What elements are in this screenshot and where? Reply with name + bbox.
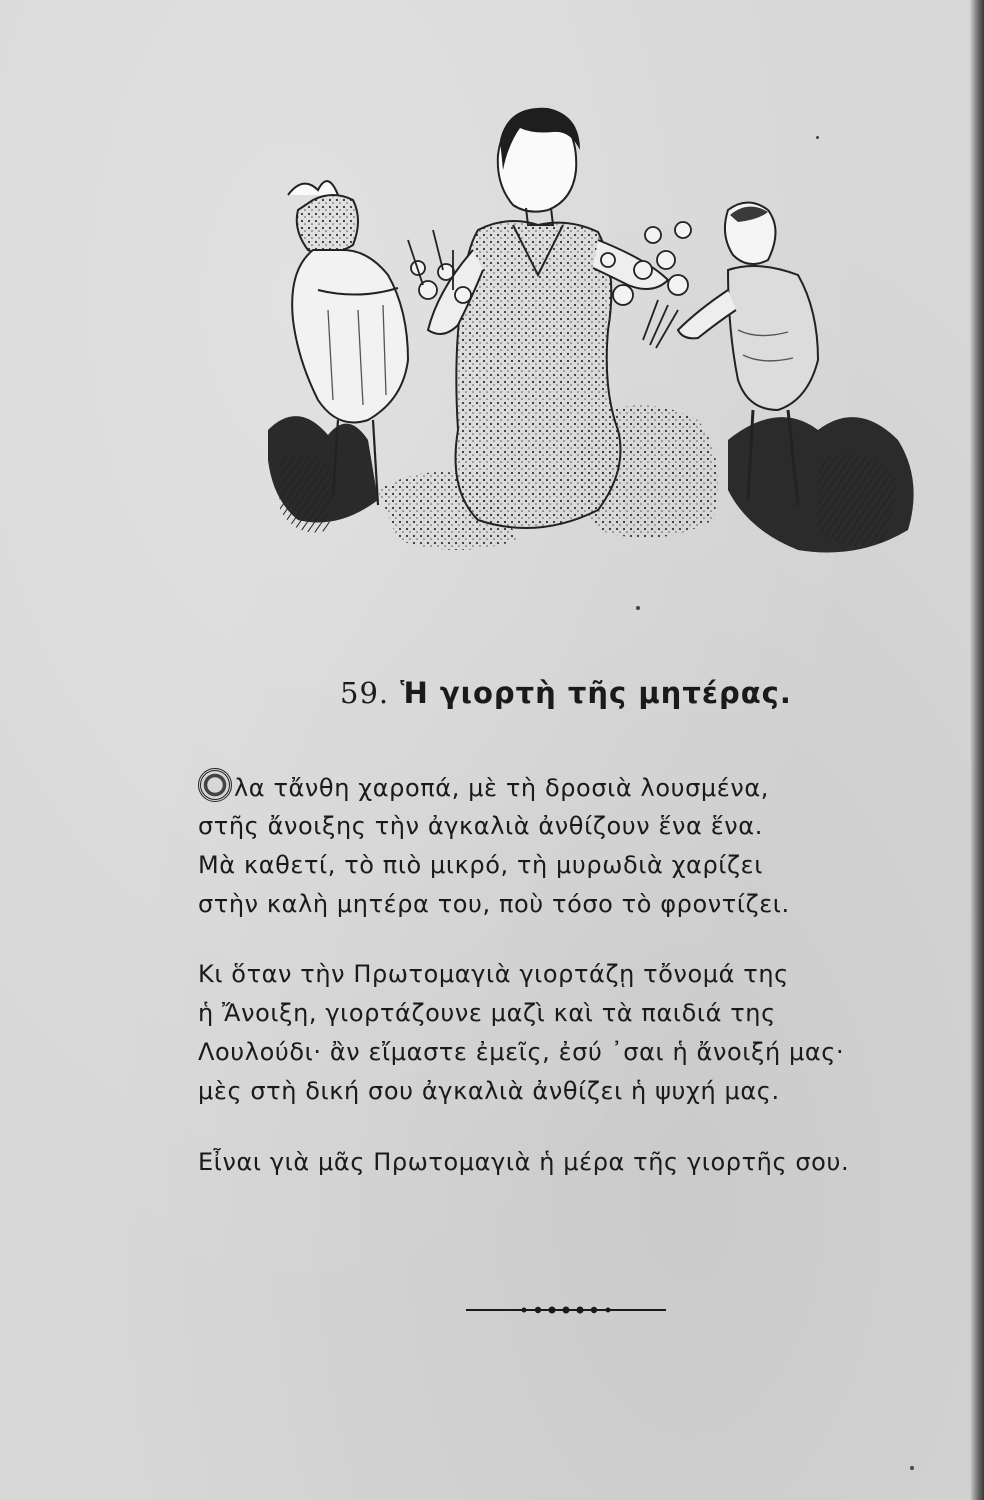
poem-line: ἡ Ἄνοιξη, γιορτάζουνε μαζὶ καὶ τὰ παιδιά της	[198, 999, 776, 1027]
poem-line: Μὰ καθετί, τὸ πιὸ μικρό, τὴ μυρωδιὰ χαρίζει	[198, 851, 763, 879]
drop-cap	[198, 768, 232, 802]
stanza-1	[198, 768, 790, 924]
mother-with-children-flowers-illustration	[258, 100, 928, 590]
ink-speck	[816, 136, 819, 139]
stanza-2	[198, 955, 844, 1111]
stanza-1-line-1	[198, 768, 790, 807]
stanza-3	[198, 1143, 849, 1182]
poem-line: Εἶναι γιὰ μᾶς Πρωτομαγιὰ ἡ μέρα τῆς γιορτῆς σου.	[198, 1148, 850, 1176]
poem-title	[340, 676, 860, 710]
poem-line: Λουλούδι· ἂν εἴμαστε ἐμεῖς, ἐσύ ᾽σαι ἡ ἄνοιξή μας·	[198, 1038, 845, 1066]
poem-title-text: Ἡ γιορτὴ τῆς μητέρας.	[400, 676, 792, 710]
poem-number: 59.	[340, 676, 390, 710]
dotted-divider-ornament	[466, 1300, 666, 1320]
page-edge	[970, 0, 984, 1500]
ink-speck	[910, 1466, 914, 1470]
ink-speck	[636, 606, 640, 610]
poem-line: λα τἄνθη χαροπά, μὲ τὴ δροσιὰ λουσμένα,	[234, 774, 770, 802]
poem-line: στῆς ἄνοιξης τὴν ἀγκαλιὰ ἀνθίζουν ἕνα ἕνα.	[198, 812, 763, 840]
poem-line: Κι ὅταν τὴν Πρωτομαγιὰ γιορτάζῃ τὄνομά της	[198, 960, 789, 988]
poem-line: μὲς στὴ δική σου ἀγκαλιὰ ἀνθίζει ἡ ψυχή μας.	[198, 1077, 780, 1105]
poem-line: στὴν καλὴ μητέρα του, ποὺ τόσο τὸ φροντίζει.	[198, 890, 790, 918]
